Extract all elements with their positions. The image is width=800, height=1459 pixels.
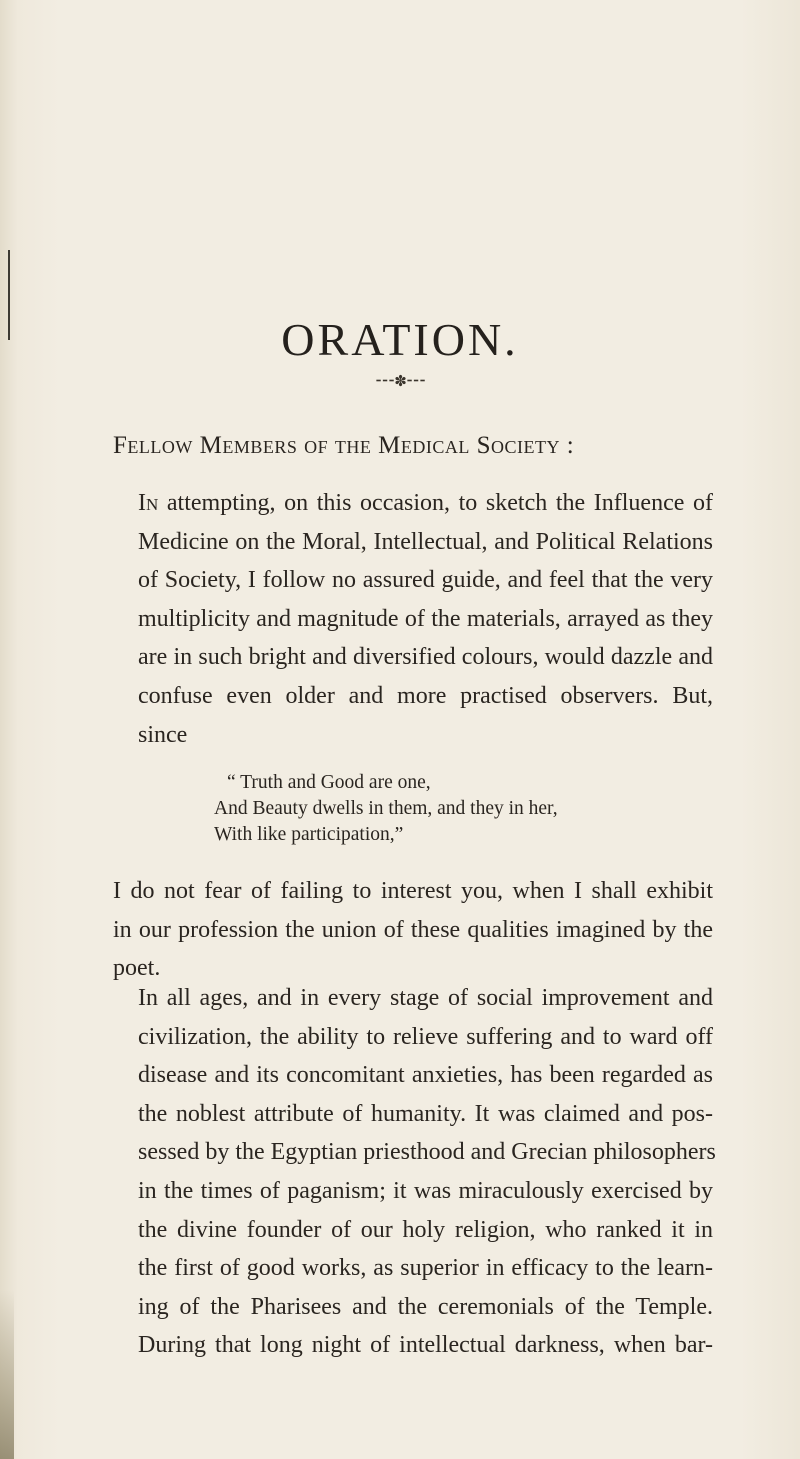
ornament-divider: ⁃⁃⁃✽⁃⁃⁃ [374, 374, 426, 390]
text-line: I do not fear of failing to interest you, when I shall exhibit [113, 878, 713, 904]
text-line: In all ages, and in every stage of social improvement and [138, 985, 713, 1011]
text-line: sessed by the Egyptian priesthood and Grecian philosophers [138, 1139, 716, 1166]
page-edge-shadow [0, 1290, 14, 1459]
text-line: Medicine on the Moral, Intellectual, and Political Relations [138, 528, 713, 555]
text-line: confuse even older and more practised observers. But, [138, 682, 713, 709]
text-line: the first of good works, as superior in efficacy to the learn- [138, 1255, 713, 1282]
text-line: multiplicity and magnitude of the materials, arrayed as they [138, 605, 713, 632]
text-line: disease and its concomitant anxieties, has been regarded as [138, 1062, 713, 1089]
paragraph-2 [113, 872, 713, 988]
verse-line: With like participation,” [214, 824, 404, 845]
page-title: ORATION. [281, 314, 519, 365]
paragraph-3 [113, 979, 716, 1365]
text-line: civilization, the ability to relieve suffering and to ward off [138, 1023, 713, 1050]
text-line: attempting, on this occasion, to sketch the Influence of [158, 490, 713, 516]
text-line: in our profession the union of these qualities imagined by the [113, 916, 713, 943]
text-line: poet. [113, 955, 161, 982]
text-line: are in such bright and diversified colours, would dazzle and [138, 644, 713, 671]
text-line: During that long night of intellectual darkness, when bar- [138, 1332, 713, 1359]
verse-quotation [214, 770, 558, 848]
address-line: Fellow Members of the Medical Society : [113, 432, 575, 459]
lead-word: In [138, 490, 159, 516]
text-line: ing of the Pharisees and the ceremonials of the Temple. [138, 1293, 713, 1320]
text-line: in the times of paganism; it was miraculously exercised by [138, 1177, 713, 1204]
text-line: of Society, I follow no assured guide, and feel that the very [138, 567, 713, 594]
text-line: since [138, 721, 188, 748]
verse-line: “ Truth and Good are one, [227, 772, 431, 793]
text-line: the divine founder of our holy religion, who ranked it in [138, 1216, 713, 1243]
paragraph-1 [113, 484, 713, 754]
text-line: the noblest attribute of humanity. It was claimed and pos- [138, 1100, 713, 1127]
verse-line: And Beauty dwells in them, and they in her, [214, 798, 558, 819]
